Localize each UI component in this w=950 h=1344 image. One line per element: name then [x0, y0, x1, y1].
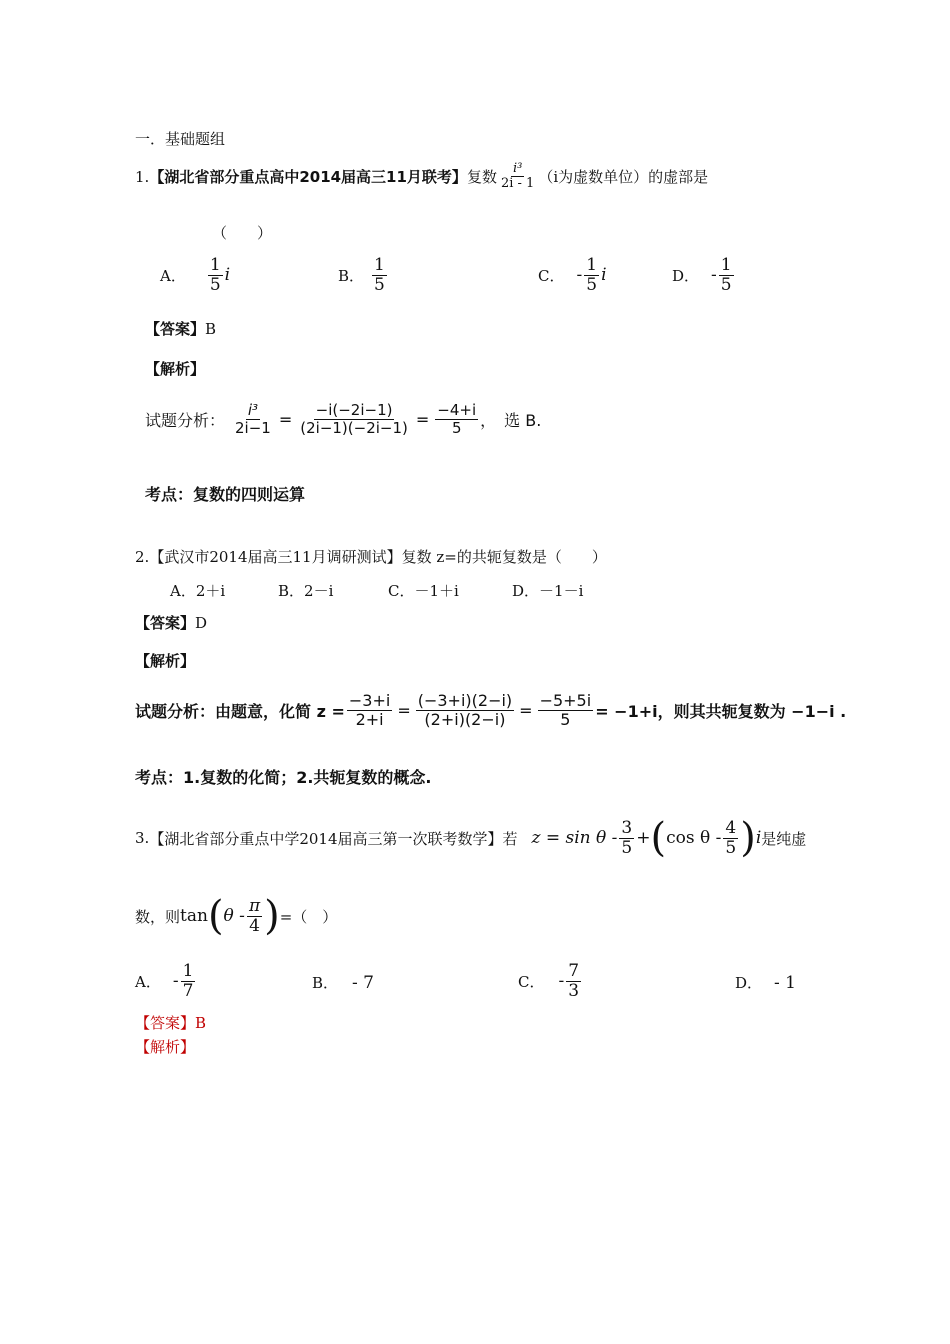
fraction-numerator: −5+5i — [539, 691, 592, 710]
tan-function: tan — [180, 906, 208, 926]
fraction-numerator: −i(−2i−1) — [315, 401, 393, 419]
question-3-line2 — [135, 893, 338, 939]
option-d — [672, 256, 736, 294]
math-expression: z = sin θ - — [531, 828, 618, 848]
equals-sign: = — [397, 700, 411, 720]
option-label: D． — [735, 974, 763, 992]
question-number: 1. — [135, 167, 150, 186]
option-label: B． — [338, 266, 365, 285]
option-value: - 7 — [352, 972, 374, 993]
fraction-numerator: i³ — [247, 401, 259, 419]
imaginary-unit: i — [755, 828, 762, 848]
fraction-denominator: (2i−1)(−2i−1) — [300, 418, 408, 437]
option-suffix: i — [601, 265, 607, 286]
question-lead: 复数 — [466, 168, 497, 187]
question-1 — [135, 162, 708, 192]
question-source: 【湖北省部分重点高中2014届高三11月联考】 — [149, 168, 467, 187]
solution-fraction — [538, 692, 594, 728]
left-paren: ( — [650, 815, 667, 861]
equals-sign: = — [519, 700, 533, 720]
fraction-denominator: 5 — [725, 837, 737, 858]
fraction-denominator: 5 — [621, 837, 633, 858]
question-text: 【武汉市2014届高三11月调研测试】复数 z=的共轭复数是（ ） — [149, 548, 607, 566]
solution-label: 试题分析：由题意，化简 z = — [135, 701, 345, 721]
right-paren: ) — [740, 815, 756, 861]
question-2 — [135, 546, 607, 567]
solution-tail: = −1+i，则其共轭复数为 −1−i . — [595, 701, 847, 721]
option-fraction — [584, 256, 599, 294]
question-number: 3. — [135, 829, 150, 847]
left-paren: ( — [207, 893, 224, 939]
solution-1 — [145, 402, 541, 436]
option-sign: - — [172, 971, 179, 992]
math-fraction — [247, 897, 262, 935]
solution-fraction — [435, 402, 478, 436]
fraction-denominator: 2+i — [355, 709, 384, 729]
fraction-denominator: 7 — [182, 980, 194, 1001]
option-b — [312, 972, 374, 993]
option-label: C． — [538, 266, 565, 285]
option-sign: - — [558, 971, 565, 992]
fraction-denominator: 5 — [720, 274, 732, 295]
math-expression: cos θ - — [666, 828, 722, 848]
analysis-label: 【解析】 — [145, 360, 206, 378]
option-d: D．－1－i — [512, 582, 584, 600]
answer-value: D — [195, 614, 208, 632]
option-sign: - — [711, 265, 717, 286]
fraction-numerator: π — [248, 895, 261, 916]
fraction-denominator: 2i - 1 — [500, 176, 535, 192]
fraction-numerator: −3+i — [348, 691, 391, 710]
option-fraction — [372, 256, 387, 294]
fraction-numerator: 7 — [568, 961, 580, 981]
kaodian: 考点：复数的四则运算 — [145, 485, 306, 504]
solution-fraction — [347, 692, 392, 728]
option-a — [135, 962, 197, 1000]
option-a — [160, 256, 230, 294]
math-expression: θ - — [223, 906, 245, 926]
fraction-denominator: 5 — [209, 274, 221, 295]
option-c: C．－1＋i — [388, 582, 459, 600]
fraction-numerator: 1 — [209, 255, 221, 275]
fraction-numerator: 1 — [374, 255, 385, 275]
equals-sign: = — [278, 409, 293, 429]
question-3 — [135, 815, 807, 861]
solution-tail: ， 选 B. — [480, 410, 542, 430]
fraction-denominator: 5 — [586, 274, 598, 295]
option-b: B．2－i — [278, 582, 334, 600]
option-label: B． — [312, 974, 339, 992]
fraction-numerator: −4+i — [437, 401, 477, 419]
option-suffix: i — [224, 265, 231, 286]
question-source: 【湖北省部分重点中学2014届高三第一次联考数学】若 — [149, 829, 518, 848]
solution-fraction — [233, 402, 273, 436]
solution-fraction — [416, 692, 514, 728]
question-number: 2. — [135, 548, 150, 566]
answer-line — [135, 1012, 206, 1033]
question-tail: 是纯虚 — [761, 829, 807, 848]
analysis-label: 【解析】 — [135, 652, 196, 670]
option-fraction — [181, 962, 196, 1000]
option-value: - 1 — [774, 972, 796, 993]
option-b — [338, 256, 389, 294]
answer-value: B — [205, 320, 217, 338]
answer-blank: =（ ） — [279, 907, 338, 926]
question-fraction — [499, 162, 536, 192]
option-label: A． — [160, 266, 186, 285]
math-fraction — [619, 819, 634, 857]
option-sign: - — [576, 265, 583, 286]
answer-line — [145, 318, 216, 339]
analysis-label: 【解析】 — [135, 1038, 196, 1056]
equals-sign: = — [415, 409, 430, 429]
section-title: 一．基础题组 — [135, 130, 226, 148]
option-a: A．2＋i — [170, 582, 226, 600]
answer-label: 【答案】 — [135, 1014, 196, 1032]
answer-line — [135, 612, 207, 633]
fraction-denominator: 3 — [568, 980, 580, 1001]
fraction-denominator: 2i−1 — [235, 418, 271, 437]
option-c — [538, 256, 607, 294]
option-fraction — [719, 256, 734, 294]
option-c — [518, 962, 583, 1000]
fraction-denominator: (2+i)(2−i) — [424, 709, 506, 729]
option-fraction — [208, 256, 223, 294]
answer-value: B — [195, 1014, 207, 1032]
option-fraction — [566, 962, 581, 1000]
fraction-numerator: 4 — [725, 817, 737, 838]
fraction-numerator: 1 — [720, 255, 732, 275]
solution-2 — [135, 692, 846, 728]
fraction-numerator: i³ — [512, 161, 523, 176]
right-paren: ) — [264, 893, 280, 939]
fraction-numerator: 1 — [586, 255, 598, 275]
fraction-numerator: 3 — [621, 817, 633, 838]
fraction-denominator: 5 — [374, 274, 385, 295]
fraction-numerator: (−3+i)(2−i) — [417, 691, 513, 710]
math-fraction — [723, 819, 738, 857]
answer-label: 【答案】 — [135, 614, 196, 632]
fraction-denominator: 4 — [249, 915, 260, 936]
option-label: C． — [518, 972, 545, 991]
option-d — [735, 972, 796, 993]
solution-label: 试题分析： — [145, 410, 226, 430]
answer-label: 【答案】 — [145, 320, 206, 338]
solution-fraction — [298, 402, 410, 436]
fraction-numerator: 1 — [182, 961, 194, 981]
question-tail: （i为虚数单位）的虚部是 — [538, 168, 709, 187]
option-label: D． — [672, 266, 700, 285]
question-lead: 数，则 — [135, 907, 181, 926]
fraction-denominator: 5 — [451, 418, 462, 437]
option-label: A． — [135, 972, 161, 991]
plus-sign: + — [636, 828, 651, 848]
answer-blank: （ ） — [212, 224, 273, 242]
kaodian: 考点：1.复数的化简；2.共轭复数的概念. — [135, 768, 432, 787]
fraction-denominator: 5 — [560, 709, 571, 729]
